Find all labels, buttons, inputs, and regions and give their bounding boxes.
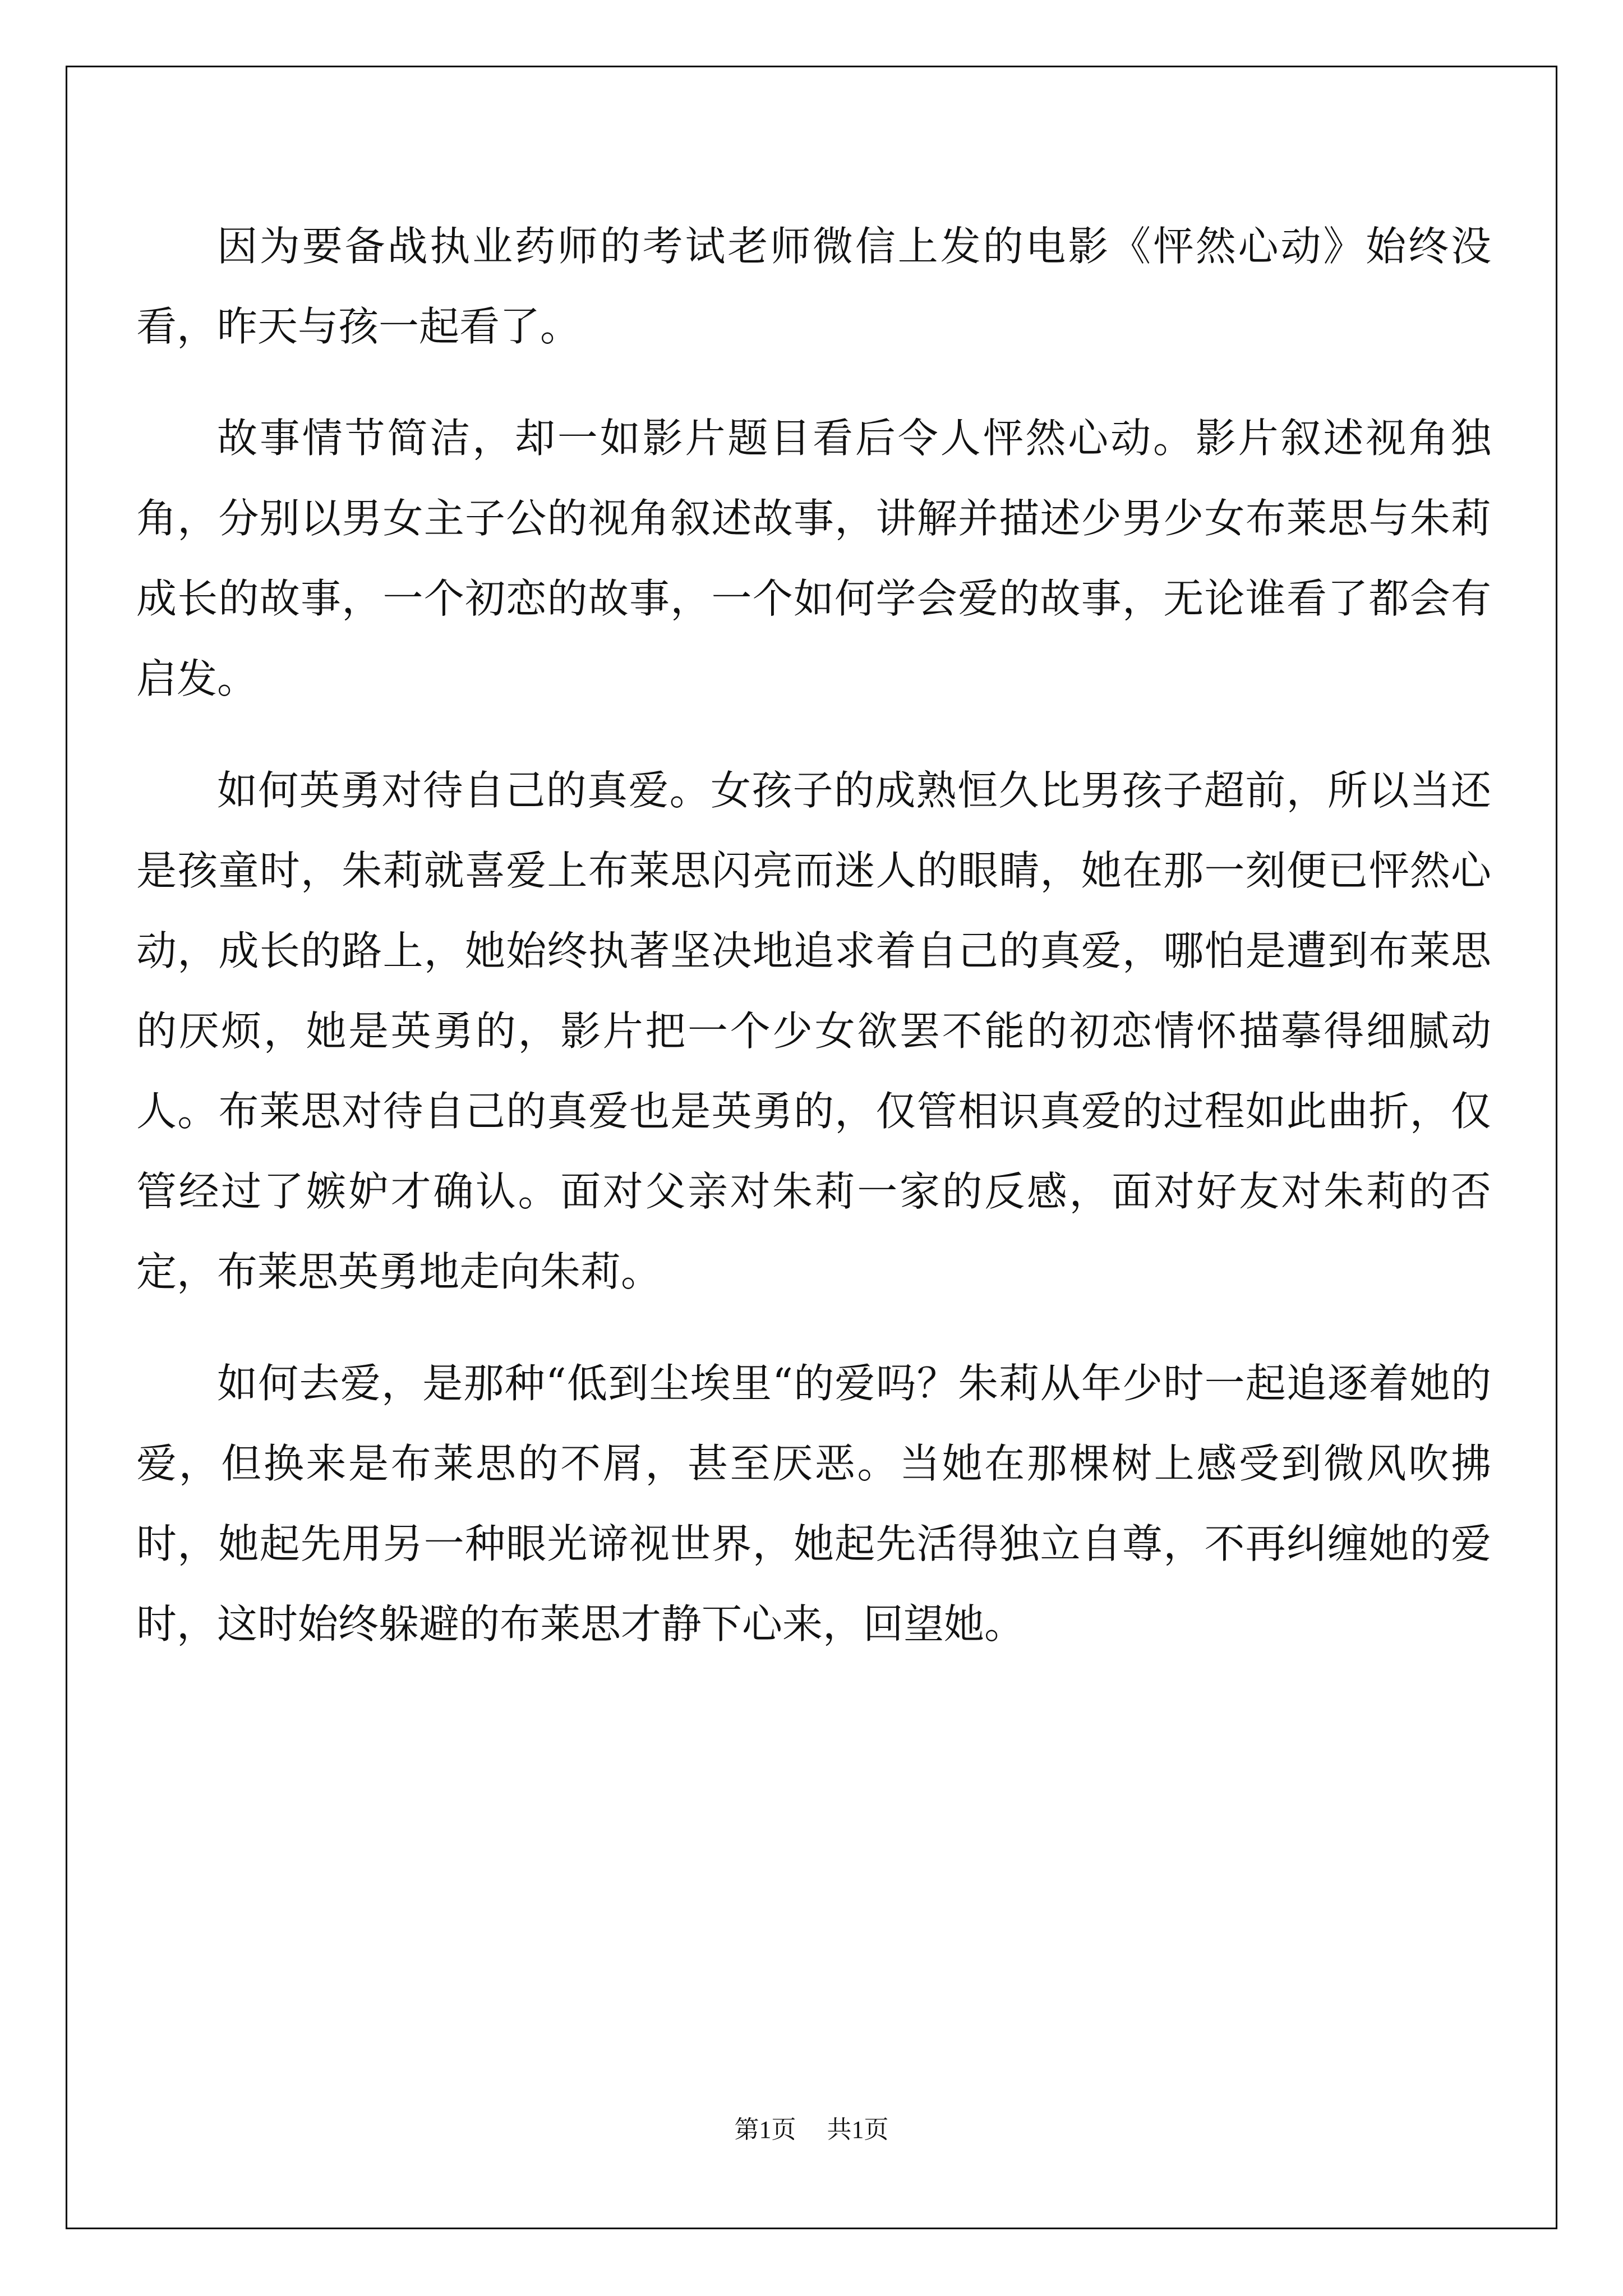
paragraph-2: 故事情节简洁，却一如影片题目看后令人怦然心动。影片叙述视角独角，分别以男女主子公的视角叙述故事，讲解并描述少男少女布莱思与朱莉成长的故事，一个初恋的故事，一个如何学会爱的故事，无论谁看了都会有启发。 <box>136 415 1491 702</box>
document-body <box>136 206 1491 1696</box>
paragraph-4: 如何去爱，是那种“低到尘埃里“的爱吗？朱莉从年少时一起追逐着她的爱，但换来是布莱思的不屑，甚至厌恶。当她在那棵树上感受到微风吹拂时，她起先用另一种眼光谛视世界，她起先活得独立自尊，不再纠缠她的爱时，这时始终躲避的布莱思才静下心来，回望她。 <box>136 1360 1491 1648</box>
page-total: 共1页 <box>827 2116 889 2143</box>
paragraph-1: 因为要备战执业药师的考试老师微信上发的电影《怦然心动》始终没看，昨天与孩一起看了。 <box>136 223 1491 350</box>
paragraph-3: 如何英勇对待自己的真爱。女孩子的成熟恒久比男孩子超前，所以当还是孩童时，朱莉就喜爱上布莱思闪亮而迷人的眼睛，她在那一刻便已怦然心动，成长的路上，她始终执著坚决地追求着自己的真爱，哪怕是遭到布莱思的厌烦，她是英勇的，影片把一个少女欲罢不能的初恋情怀描摹得细腻动人。布莱思对待自己的真爱也是英勇的，仅管相识真爱的过程如此曲折，仅管经过了嫉妒才确认。面对父亲对朱莉一家的反感，面对好友对朱莉的否定，布莱思英勇地走向朱莉。 <box>136 767 1491 1295</box>
page-number: 第1页 <box>734 2116 796 2143</box>
page-footer <box>0 2109 1623 2145</box>
